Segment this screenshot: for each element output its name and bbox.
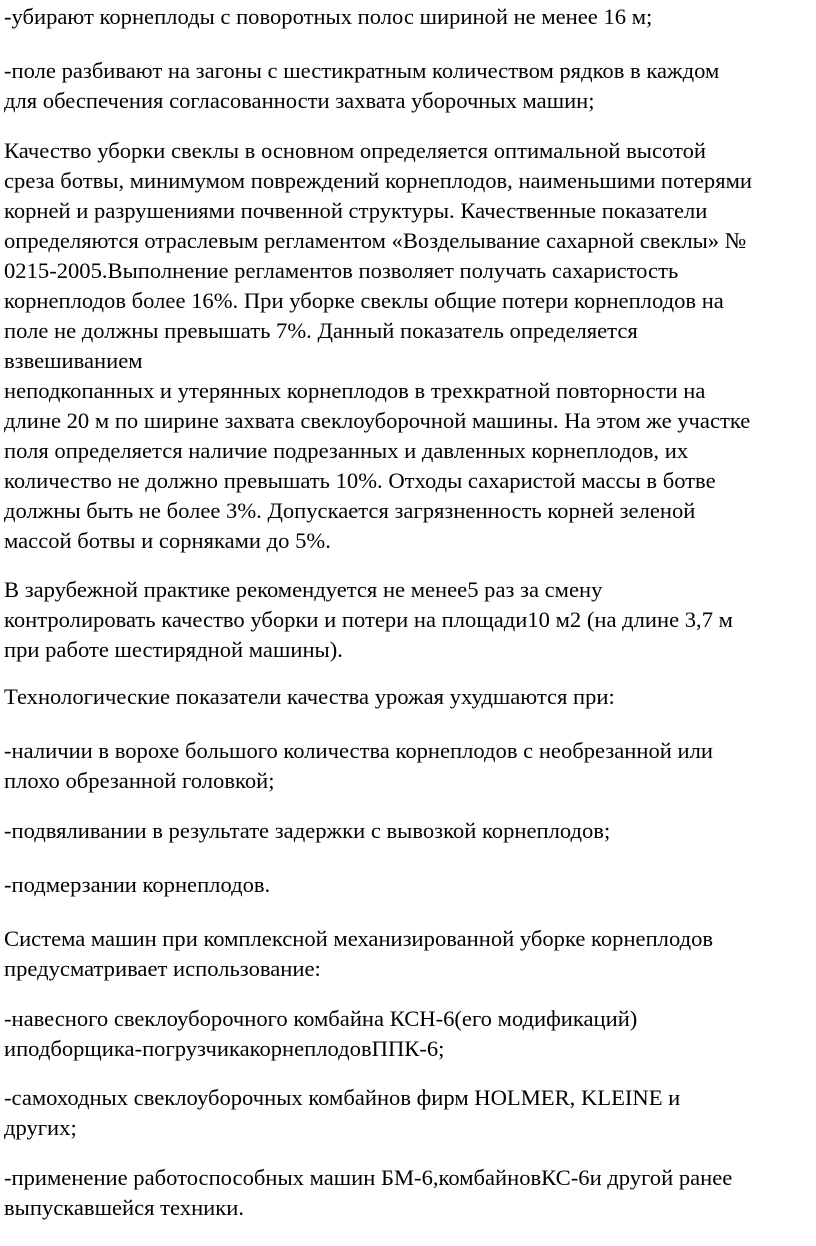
list-item-self-propelled: -самоходных свеклоуборочных комбайнов фирм HOLMER, KLEINE и других; — [4, 1085, 681, 1140]
list-item-ksn6-combine: -навесного свеклоуборочного комбайна КСН-6(его модификаций) иподборщика-погрузчикакорнеплодовППК-6; — [4, 1006, 638, 1061]
paragraph-quality-factors: Технологические показатели качества урожая ухудшаются при: — [4, 684, 615, 709]
list-item-freezing: -подмерзании корнеплодов. — [4, 872, 271, 897]
paragraph-harvest-quality: Качество уборки свеклы в основном определяется оптимальной высотой среза ботвы, минимумом повреждений корнеплодов, наименьшими потерями корней и разрушениями почвенной структуры. Качественные показатели определяются отраслевым регламентом «Возделывание сахарной свеклы» № 0215-2005.Выполнение регламентов позволяет получать сахаристость корнеплодов более 16%. При уборке свеклы общие потери корнеплодов на поле не должны превышать 7%. Данный показатель определяется взвешиванием — [4, 138, 752, 373]
paragraph-headland-rows: -убирают корнеплоды с поворотных полос шириной не менее 16 м; — [4, 4, 653, 29]
list-item-wilting: -подвяливании в результате задержки с вывозкой корнеплодов; — [4, 818, 611, 843]
paragraph-losses-measurement: неподкопанных и утерянных корнеплодов в трехкратной повторности на длине 20 м по ширине захвата свеклоуборочной машины. На этом же участке поля определяется наличие подрезанных и давленных корнеплодов, их количество не должно превышать 10%. Отходы сахаристой массы в ботве должны быть не более 3%. Допускается загрязненность корней зеленой массой ботвы и сорняками до 5%. — [4, 378, 751, 553]
list-item-untrimmed-roots: -наличии в ворохе большого количества корнеплодов с необрезанной или плохо обрезанной головкой; — [4, 738, 713, 793]
list-item-bm6-machines: -применение работоспособных машин БМ-6,комбайновКС-6и другой ранее выпускавшейся техники. — [4, 1165, 733, 1220]
paragraph-field-plots: -поле разбивают на загоны с шестикратным количеством рядков в каждом для обеспечения согласованности захвата уборочных машин; — [4, 58, 720, 113]
paragraph-machine-system: Система машин при комплексной механизированной уборке корнеплодов предусматривает использование: — [4, 926, 714, 981]
paragraph-foreign-practice: В зарубежной практике рекомендуется не менее5 раз за смену контролировать качество уборки и потери на площади10 м2 (на длине 3,7 м при работе шестирядной машины). — [4, 577, 733, 662]
